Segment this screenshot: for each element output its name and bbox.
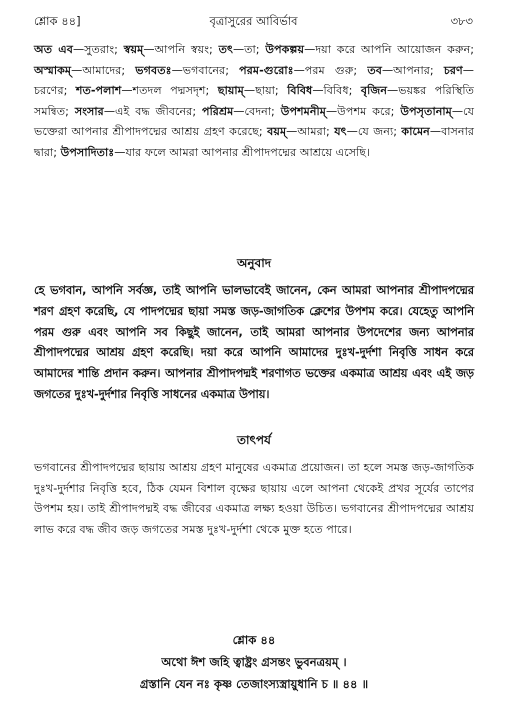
synonym-term: ছায়াম্ [217, 84, 244, 98]
synonym-term: উপসৃতানাম্ [400, 104, 452, 118]
synonym-term: পরিশ্রম [202, 104, 234, 118]
synonym-meaning: তা; [244, 43, 260, 56]
synonym-meaning: বিবিধ; [323, 84, 353, 98]
synonym-term: অত এব [34, 43, 73, 56]
synonym-meaning: বেদনা; [244, 104, 275, 118]
translation-heading-wrap [34, 255, 474, 275]
verse-line-2: গ্রস্তানি যেন নঃ কৃষ্ণ তেজাংস্যস্ত্রায়ুধানি চ ॥ ৪৪ ॥ [139, 677, 369, 691]
purport-heading: তাৎপর্য [237, 433, 271, 447]
purport-paragraph: ভগবানের শ্রীপাদপদ্মের ছায়ায় আশ্রয় গ্রহণ মানুষের একমাত্র প্রয়োজন। তা হলে সমস্ত জড়-জাগতিক দুঃখ-দুর্দশার নিবৃত্তি হবে, ঠিক যেমন বিশাল বৃক্ষের ছায়ায় এলে আপনা থেকেই প্রখর সূর্যের তাপের উপশম হয়। তাই শ্রীপাদপদ্মই বদ্ধ জীবের একমাত্র লক্ষ্য হওয়া উচিত। ভগবানের শ্রীপাদপদ্মের আশ্রয় লাভ করে বদ্ধ জীব জড় জগতের সমস্ত দুঃখ-দুর্দশা থেকে মুক্ত হতে পারে। [34, 461, 474, 536]
synonym-meaning: যে ভক্তেরা আপনার শ্রীপাদপদ্মের আশ্রয় গ্রহণ করেছে; [34, 104, 475, 139]
synonym-meaning: সুতরাং; [84, 43, 118, 56]
synonym-term: বিবিধ [287, 84, 313, 98]
page-number: ৩৮৩ [450, 14, 473, 28]
synonym-term: শত-পলাশ [75, 84, 122, 98]
synonym-term: উপসাদিতাঃ [60, 145, 115, 159]
verse-line-1: অথো ঈশ জহি ত্বাষ্ট্রং গ্রসন্তং ভুবনত্রয়ম্ । [161, 655, 347, 669]
synonym-term: কামেন [401, 125, 430, 139]
synonym-meaning: শতদল পদ্মসদৃশ; [132, 84, 210, 98]
synonym-meaning: ভয়ঙ্কর পরিস্থিতি সমন্বিত; [34, 84, 474, 118]
synonym-meaning: যার ফলে আমরা আপনার শ্রীপাদপদ্মের আশ্রয়ে এসেছি। [125, 145, 371, 159]
synonym-term: উপশমনীম্ [280, 104, 326, 118]
page-header [34, 13, 473, 31]
purport-section [34, 458, 474, 540]
synonym-meaning: চরণের; [34, 84, 68, 98]
synonym-meaning: দয়া করে আপনি আয়োজন করুন; [315, 43, 475, 56]
synonym-meaning: ছায়া; [255, 84, 279, 98]
verse-reference: শ্লোক ৪৪] [34, 14, 81, 28]
synonym-meaning: আপনার; [393, 63, 434, 77]
synonym-meaning: আমরা; [297, 125, 330, 139]
synonyms-paragraph: অত এব—সুতরাং; স্বয়ম্—আপনি স্বয়ং; তৎ—তা; উপকল্পয়—দয়া করে আপনি আয়োজন করুন; অস্মাকম্—আমাদের; ভগবতঃ—ভগবানের; পরম-গুরোঃ—পরম গুরু; তব—আপনার; চরণ—চরণের; শত-পলাশ—শতদল পদ্মসদৃশ; ছায়াম্—ছায়া; বিবিধ—বিবিধ; বৃজিন—ভয়ঙ্কর পরিস্থিতি সমন্বিত; সংসার—এই বদ্ধ জীবনের; পরিশ্রম—বেদনা; উপশমনীম্—উপশম করে; উপসৃতানাম্—যে ভক্তেরা আপনার শ্রীপাদপদ্মের আশ্রয় গ্রহণ করেছে; বয়ম্—আমরা; যৎ—যে জন্য; কামেন—বাসনার দ্বারা; উপসাদিতাঃ—যার ফলে আমরা আপনার শ্রীপাদপদ্মের আশ্রয়ে এসেছি। [34, 43, 475, 159]
synonym-term: বৃজিন [360, 84, 388, 98]
translation-paragraph: হে ভগবান, আপনি সর্বজ্ঞ, তাই আপনি ভালভাবেই জানেন, কেন আমরা আপনার শ্রীপাদপদ্মের শরণ গ্রহণ করেছি, যে পাদপদ্মের ছায়া সমস্ত জড়-জাগতিক ক্লেশের উপশম করে। যেহেতু আপনি পরম গুরু এবং আপনি সব কিছুই জানেন, তাই আমরা আপনার উপদেশের জন্য আপনার শ্রীপাদপদ্মের আশ্রয় গ্রহণ করেছি। দয়া করে আপনি আমাদের দুঃখ-দুর্দশা নিবৃত্তি সাধন করে আমাদের শান্তি প্রদান করুন। আপনার শ্রীপাদপদ্মই শরণাগত ভক্তের একমাত্র আশ্রয় এবং এই জড় জগতের দুঃখ-দুর্দশার নিবৃত্তি সাধনের একমাত্র উপায়। [34, 284, 474, 401]
verse-section [34, 632, 474, 712]
verse-heading: শ্লোক ৪৪ [232, 633, 276, 647]
synonym-term: বয়ম্ [267, 125, 287, 139]
synonym-term: অস্মাকম্ [34, 63, 72, 77]
synonym-term: উপকল্পয় [265, 43, 305, 56]
chapter-title: বৃত্রাসুরের আবির্ভাব [209, 14, 298, 28]
synonym-meaning: আমাদের; [82, 63, 126, 77]
synonym-term: স্বয়ম্ [123, 43, 144, 56]
synonyms-section [34, 40, 474, 164]
synonym-term: সংসার [74, 104, 104, 118]
synonym-meaning: ভগবানের; [182, 63, 229, 77]
synonym-meaning: পরম গুরু; [304, 63, 358, 77]
translation-heading: অনুবাদ [236, 256, 272, 270]
synonym-term: চরণ [443, 63, 463, 77]
synonym-meaning: উপশম করে; [337, 104, 395, 118]
translation-section [34, 281, 474, 406]
synonym-meaning: বাসনার দ্বারা; [34, 125, 474, 159]
synonym-term: পরম-গুরোঃ [239, 63, 294, 77]
synonym-meaning: এই বদ্ধ জীবনের; [115, 104, 197, 118]
synonym-meaning: যে জন্য; [357, 125, 397, 139]
synonym-term: ভগবতঃ [135, 63, 172, 77]
synonym-meaning: আপনি স্বয়ং; [154, 43, 213, 56]
synonym-term: যৎ [334, 125, 347, 139]
synonym-term: তব [367, 63, 382, 77]
purport-heading-wrap [34, 432, 474, 452]
synonym-term: তৎ [218, 43, 233, 56]
